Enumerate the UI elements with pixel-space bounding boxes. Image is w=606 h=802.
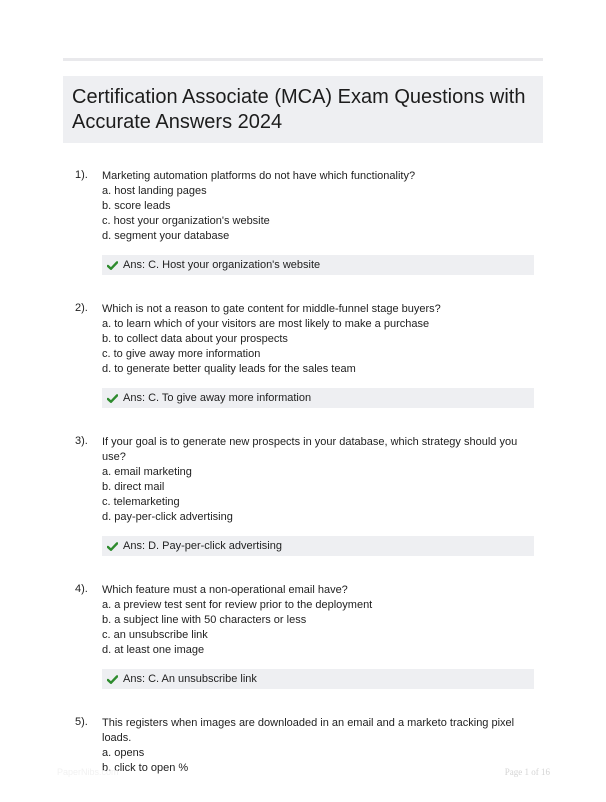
question-number: 3).	[75, 435, 88, 447]
answer-option: a. email marketing	[102, 466, 192, 478]
answer-box	[102, 669, 534, 689]
answer-option: c. host your organization's website	[102, 215, 270, 227]
answer-text: Ans: C. An unsubscribe link	[123, 673, 257, 685]
answer-box	[102, 536, 534, 556]
answer-option: a. a preview test sent for review prior to the deployment	[102, 599, 373, 611]
question-text: This registers when images are downloaded in an email and a marketo tracking pixel loads.	[102, 717, 515, 744]
page-title: Certification Associate (MCA) Exam Questions with Accurate Answers 2024	[72, 86, 526, 133]
answer-option: d. pay-per-click advertising	[102, 511, 233, 523]
answer-option: b. to collect data about your prospects	[102, 333, 288, 345]
answer-box	[102, 255, 534, 275]
title-banner	[63, 76, 543, 143]
question-block	[75, 434, 535, 556]
question-number: 4).	[75, 583, 88, 595]
answer-option: b. score leads	[102, 200, 171, 212]
check-icon	[107, 541, 118, 552]
answer-option: c. an unsubscribe link	[102, 629, 208, 641]
question-body	[102, 715, 535, 776]
answer-option: d. at least one image	[102, 644, 205, 656]
question-text: If your goal is to generate new prospects in your database, which strategy should you use?	[102, 436, 518, 463]
question-number: 5).	[75, 716, 88, 728]
answer-option: c. telemarketing	[102, 496, 180, 508]
answer-text: Ans: C. To give away more information	[123, 392, 312, 404]
answer-box	[102, 388, 534, 408]
question-text: Marketing automation platforms do not have which functionality?	[102, 170, 416, 182]
question-body	[102, 301, 535, 408]
page-number: Page 1 of 16	[504, 767, 550, 777]
question-text: Which is not a reason to gate content for middle-funnel stage buyers?	[102, 303, 441, 315]
check-icon	[107, 393, 118, 404]
answer-option: b. a subject line with 50 characters or less	[102, 614, 307, 626]
top-divider	[63, 58, 543, 61]
question-block	[75, 582, 535, 689]
footer-watermark: PaperNibs.com	[57, 767, 119, 777]
question-block	[75, 168, 535, 275]
question-block	[75, 301, 535, 408]
question-text: Which feature must a non-operational email have?	[102, 584, 348, 596]
answer-option: a. to learn which of your visitors are most likely to make a purchase	[102, 318, 430, 330]
question-body	[102, 434, 535, 556]
answer-option: d. to generate better quality leads for the sales team	[102, 363, 356, 375]
answer-option: b. direct mail	[102, 481, 165, 493]
check-icon	[107, 674, 118, 685]
answer-text: Ans: C. Host your organization's website	[123, 259, 321, 271]
answer-option: a. host landing pages	[102, 185, 207, 197]
question-number: 1).	[75, 169, 88, 181]
answer-option: d. segment your database	[102, 230, 230, 242]
answer-option: c. to give away more information	[102, 348, 261, 360]
question-block	[75, 715, 535, 776]
check-icon	[107, 260, 118, 271]
question-list	[75, 168, 535, 802]
question-body	[102, 168, 535, 275]
answer-option: b. click to open %	[102, 762, 189, 774]
question-number: 2).	[75, 302, 88, 314]
question-body	[102, 582, 535, 689]
answer-text: Ans: D. Pay-per-click advertising	[123, 540, 282, 552]
answer-option: a. opens	[102, 747, 145, 759]
